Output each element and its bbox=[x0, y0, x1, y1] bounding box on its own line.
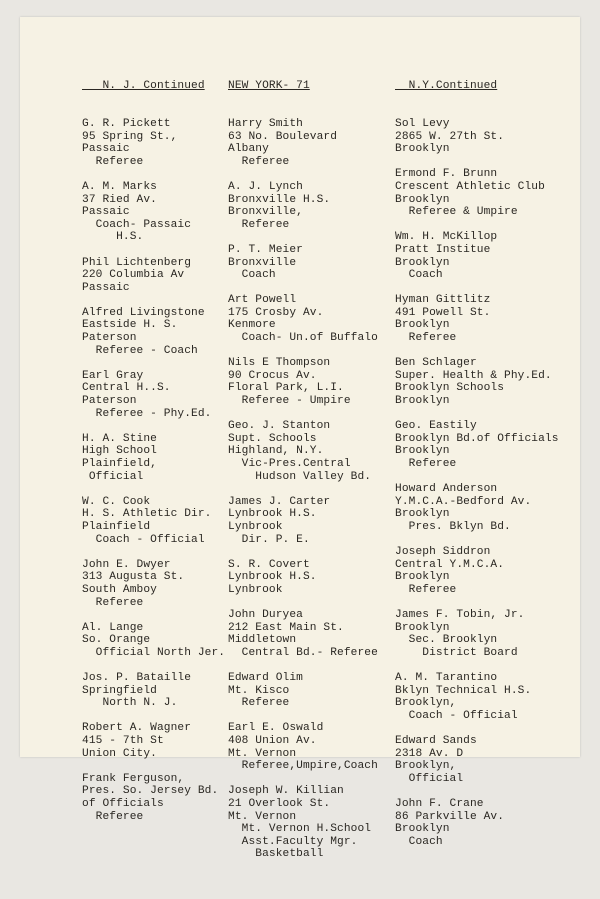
entry-line: Bronxville H.S. bbox=[228, 193, 331, 206]
directory-entry bbox=[228, 294, 378, 344]
entry-name: James F. Tobin, Jr. bbox=[395, 609, 525, 622]
entry-line: Paterson bbox=[82, 395, 137, 408]
directory-entry bbox=[82, 257, 225, 295]
directory-entry bbox=[82, 559, 225, 609]
entry-name: John Duryea bbox=[228, 609, 303, 622]
directory-entry bbox=[228, 496, 378, 546]
entry-line: 86 Parkville Av. bbox=[395, 810, 505, 823]
entry-line: 21 Overlook St. bbox=[228, 798, 331, 811]
entry-name: James J. Carter bbox=[228, 495, 331, 508]
entry-line: Mt. Kisco bbox=[228, 684, 290, 697]
entry-line: Super. Health & Phy.Ed. bbox=[395, 369, 552, 382]
entry-line: of Officials bbox=[82, 798, 164, 811]
directory-entry bbox=[395, 420, 559, 470]
entry-line: 2318 Av. D bbox=[395, 747, 464, 760]
directory-entry bbox=[228, 244, 378, 282]
entry-name: Jos. P. Bataille bbox=[82, 672, 192, 685]
entry-line: Supt. Schools bbox=[228, 432, 317, 445]
entry-name: Earl Gray bbox=[82, 369, 144, 382]
entry-name: Earl E. Oswald bbox=[228, 722, 324, 735]
entry-line: Central Y.M.C.A. bbox=[395, 558, 505, 571]
directory-entry bbox=[82, 622, 225, 660]
entry-line: Referee - Phy.Ed. bbox=[82, 407, 212, 420]
entry-line: 408 Union Av. bbox=[228, 735, 317, 748]
entry-line: Hudson Valley Bd. bbox=[228, 470, 372, 483]
directory-entry bbox=[228, 609, 378, 659]
column-nj-continued bbox=[82, 55, 225, 861]
entry-line: Pres. Bklyn Bd. bbox=[395, 520, 511, 533]
entry-name: P. T. Meier bbox=[228, 243, 303, 256]
directory-entry bbox=[82, 370, 225, 420]
entry-line: Referee bbox=[395, 332, 457, 345]
entry-line: High School bbox=[82, 445, 157, 458]
entry-line: Passaic bbox=[82, 143, 130, 156]
entry-name: John E. Dwyer bbox=[82, 558, 171, 571]
entry-name: Ben Schlager bbox=[395, 357, 477, 370]
entry-name: Joseph W. Killian bbox=[228, 785, 344, 798]
column-heading: NEW YORK- 71 bbox=[228, 80, 310, 93]
entry-line: Coach- Un.of Buffalo bbox=[228, 332, 378, 345]
entry-line: Lynbrook bbox=[228, 520, 283, 533]
entry-name: G. R. Pickett bbox=[82, 117, 171, 130]
directory-entry bbox=[395, 735, 559, 785]
entry-line: Official North Jer. bbox=[82, 646, 226, 659]
entry-line: Mt. Vernon bbox=[228, 810, 297, 823]
entry-line: 175 Crosby Av. bbox=[228, 306, 324, 319]
entry-name: Wm. H. McKillop bbox=[395, 231, 498, 244]
entry-name: Robert A. Wagner bbox=[82, 722, 192, 735]
entry-line: Bronxville, bbox=[228, 206, 303, 219]
entry-line: Coach bbox=[395, 269, 443, 282]
entry-line: Eastside H. S. bbox=[82, 319, 178, 332]
directory-entry bbox=[228, 118, 378, 168]
entry-line: Referee bbox=[395, 458, 457, 470]
entry-line: Referee bbox=[228, 218, 290, 231]
entry-line: Bronxville bbox=[228, 256, 297, 269]
entry-name: Hyman Gittlitz bbox=[395, 294, 491, 307]
entry-line: Referee,Umpire,Coach bbox=[228, 760, 378, 773]
entry-line: Paterson bbox=[82, 332, 137, 345]
entry-name: Sol Levy bbox=[395, 117, 450, 130]
entry-line: Albany bbox=[228, 143, 269, 156]
entry-line: Brooklyn bbox=[395, 621, 450, 634]
entry-line: H. S. Athletic Dir. bbox=[82, 508, 212, 521]
entry-line: Referee - Umpire bbox=[228, 395, 351, 408]
entry-line: Asst.Faculty Mgr. bbox=[228, 835, 358, 848]
directory-entry bbox=[82, 433, 225, 483]
entry-line: Referee bbox=[82, 155, 144, 168]
entry-line: Sec. Brooklyn bbox=[395, 634, 498, 647]
entry-line: Passaic bbox=[82, 206, 130, 219]
column-heading: N.Y.Continued bbox=[395, 80, 498, 93]
entry-line: 212 East Main St. bbox=[228, 621, 344, 634]
entry-line: 313 Augusta St. bbox=[82, 571, 185, 584]
entry-line: Brooklyn bbox=[395, 445, 450, 458]
entry-line: Pres. So. Jersey Bd. bbox=[82, 785, 219, 798]
entry-line: Highland, N.Y. bbox=[228, 445, 324, 458]
directory-entry bbox=[395, 546, 559, 596]
column-new-york bbox=[228, 55, 378, 899]
entry-name: Alfred Livingstone bbox=[82, 306, 205, 319]
directory-entry bbox=[395, 483, 559, 533]
entry-line: 2865 W. 27th St. bbox=[395, 130, 505, 143]
entry-name: Joseph Siddron bbox=[395, 546, 491, 559]
entry-line: Plainfield bbox=[82, 520, 151, 533]
entry-name: Ermond F. Brunn bbox=[395, 168, 498, 181]
entry-name: Phil Lichtenberg bbox=[82, 256, 192, 269]
entry-line: Union City. bbox=[82, 747, 157, 760]
directory-entry bbox=[395, 231, 559, 281]
entry-line: Crescent Athletic Club bbox=[395, 180, 545, 193]
entry-line: Vic-Pres.Central bbox=[228, 458, 351, 470]
entry-name: H. A. Stine bbox=[82, 432, 157, 445]
directory-entry bbox=[228, 357, 378, 407]
entry-line: Brooklyn, bbox=[395, 697, 457, 710]
directory-entry bbox=[82, 722, 225, 760]
entry-line: Pratt Institue bbox=[395, 243, 491, 256]
entry-name: A. M. Marks bbox=[82, 180, 157, 193]
directory-entry bbox=[228, 559, 378, 597]
directory-entry bbox=[82, 773, 225, 823]
entry-line: Brooklyn bbox=[395, 571, 450, 584]
directory-entry bbox=[82, 496, 225, 546]
entry-line: H.S. bbox=[82, 231, 144, 244]
entry-line: Passaic bbox=[82, 281, 130, 294]
entry-line: Basketball bbox=[228, 848, 324, 861]
entry-line: Brooklyn bbox=[395, 508, 450, 521]
entry-line: Referee bbox=[395, 583, 457, 596]
directory-entry bbox=[82, 672, 225, 710]
directory-entry bbox=[228, 785, 378, 861]
entry-line: District Board bbox=[395, 646, 518, 659]
entry-line: Central H..S. bbox=[82, 382, 171, 395]
entry-line: Dir. P. E. bbox=[228, 533, 310, 546]
entry-name: Frank Ferguson, bbox=[82, 772, 185, 785]
entry-name: Nils E Thompson bbox=[228, 357, 331, 370]
entry-line: Official bbox=[395, 772, 464, 785]
entry-line: Referee & Umpire bbox=[395, 206, 518, 219]
entry-line: Y.M.C.A.-Bedford Av. bbox=[395, 495, 532, 508]
entry-line: South Amboy bbox=[82, 583, 157, 596]
entry-line: Brooklyn, bbox=[395, 760, 457, 773]
entry-name: S. R. Covert bbox=[228, 558, 310, 571]
directory-entry bbox=[228, 672, 378, 710]
directory-entry bbox=[395, 609, 559, 659]
entry-line: Brooklyn bbox=[395, 395, 450, 408]
entry-line: North N. J. bbox=[82, 697, 178, 710]
entry-name: Geo. J. Stanton bbox=[228, 420, 331, 433]
entry-line: Mt. Vernon H.School bbox=[228, 823, 372, 836]
entry-name: W. C. Cook bbox=[82, 495, 151, 508]
entry-line: 415 - 7th St bbox=[82, 735, 164, 748]
column-ny-continued bbox=[395, 55, 559, 886]
entry-name: A. M. Tarantino bbox=[395, 672, 498, 685]
directory-entry bbox=[395, 294, 559, 344]
column-heading: N. J. Continued bbox=[82, 80, 205, 93]
entry-line: Referee bbox=[228, 155, 290, 168]
entry-name: Edward Sands bbox=[395, 735, 477, 748]
entry-line: Brooklyn bbox=[395, 319, 450, 332]
document-page bbox=[20, 17, 580, 861]
entry-line: Lynbrook H.S. bbox=[228, 571, 317, 584]
entry-line: Coach- Passaic bbox=[82, 218, 192, 231]
entry-line: Bklyn Technical H.S. bbox=[395, 684, 532, 697]
entry-name: Geo. Eastily bbox=[395, 420, 477, 433]
entry-line: Kenmore bbox=[228, 319, 276, 332]
entry-line: 220 Columbia Av bbox=[82, 269, 185, 282]
directory-entry bbox=[395, 118, 559, 156]
directory-entry bbox=[82, 118, 225, 168]
directory-entry bbox=[395, 168, 559, 218]
entry-line: Referee bbox=[82, 596, 144, 609]
entry-line: Brooklyn bbox=[395, 143, 450, 156]
entry-line: 63 No. Boulevard bbox=[228, 130, 338, 143]
entry-line: 491 Powell St. bbox=[395, 306, 491, 319]
entry-line: Coach bbox=[395, 835, 443, 848]
entry-line: Coach - Official bbox=[395, 709, 518, 722]
entry-name: Edward Olim bbox=[228, 672, 303, 685]
entry-name: Harry Smith bbox=[228, 117, 303, 130]
entry-line: 90 Crocus Av. bbox=[228, 369, 317, 382]
entry-line: Coach - Official bbox=[82, 533, 205, 546]
entry-line: Brooklyn bbox=[395, 823, 450, 836]
entry-line: Brooklyn bbox=[395, 193, 450, 206]
directory-entry bbox=[228, 722, 378, 772]
entry-line: Brooklyn Bd.of Officials bbox=[395, 432, 559, 445]
entry-line: Official bbox=[82, 470, 144, 483]
entry-name: Howard Anderson bbox=[395, 483, 498, 496]
entry-name: A. J. Lynch bbox=[228, 180, 303, 193]
entry-line: Lynbrook H.S. bbox=[228, 508, 317, 521]
directory-entry bbox=[228, 420, 378, 483]
directory-entry bbox=[228, 181, 378, 231]
entry-line: Plainfield, bbox=[82, 458, 157, 470]
entry-name: Art Powell bbox=[228, 294, 297, 307]
entry-line: Central Bd.- Referee bbox=[228, 646, 378, 659]
entry-line: Brooklyn Schools bbox=[395, 382, 505, 395]
entry-name: Al. Lange bbox=[82, 621, 144, 634]
entry-line: Referee bbox=[82, 810, 144, 823]
entry-line: So. Orange bbox=[82, 634, 151, 647]
directory-entry bbox=[395, 357, 559, 407]
entry-line: Floral Park, L.I. bbox=[228, 382, 344, 395]
directory-entry bbox=[395, 672, 559, 722]
entry-line: Lynbrook bbox=[228, 583, 283, 596]
directory-entry bbox=[395, 798, 559, 848]
entry-line: Middletown bbox=[228, 634, 297, 647]
entry-name: John F. Crane bbox=[395, 798, 484, 811]
entry-line: 95 Spring St., bbox=[82, 130, 178, 143]
entry-line: Coach bbox=[228, 269, 276, 282]
directory-entry bbox=[82, 307, 225, 357]
entry-line: 37 Ried Av. bbox=[82, 193, 157, 206]
entry-line: Referee - Coach bbox=[82, 344, 198, 357]
entry-line: Springfield bbox=[82, 684, 157, 697]
entry-line: Brooklyn bbox=[395, 256, 450, 269]
directory-entry bbox=[82, 181, 225, 244]
entry-line: Referee bbox=[228, 697, 290, 710]
entry-line: Mt. Vernon bbox=[228, 747, 297, 760]
